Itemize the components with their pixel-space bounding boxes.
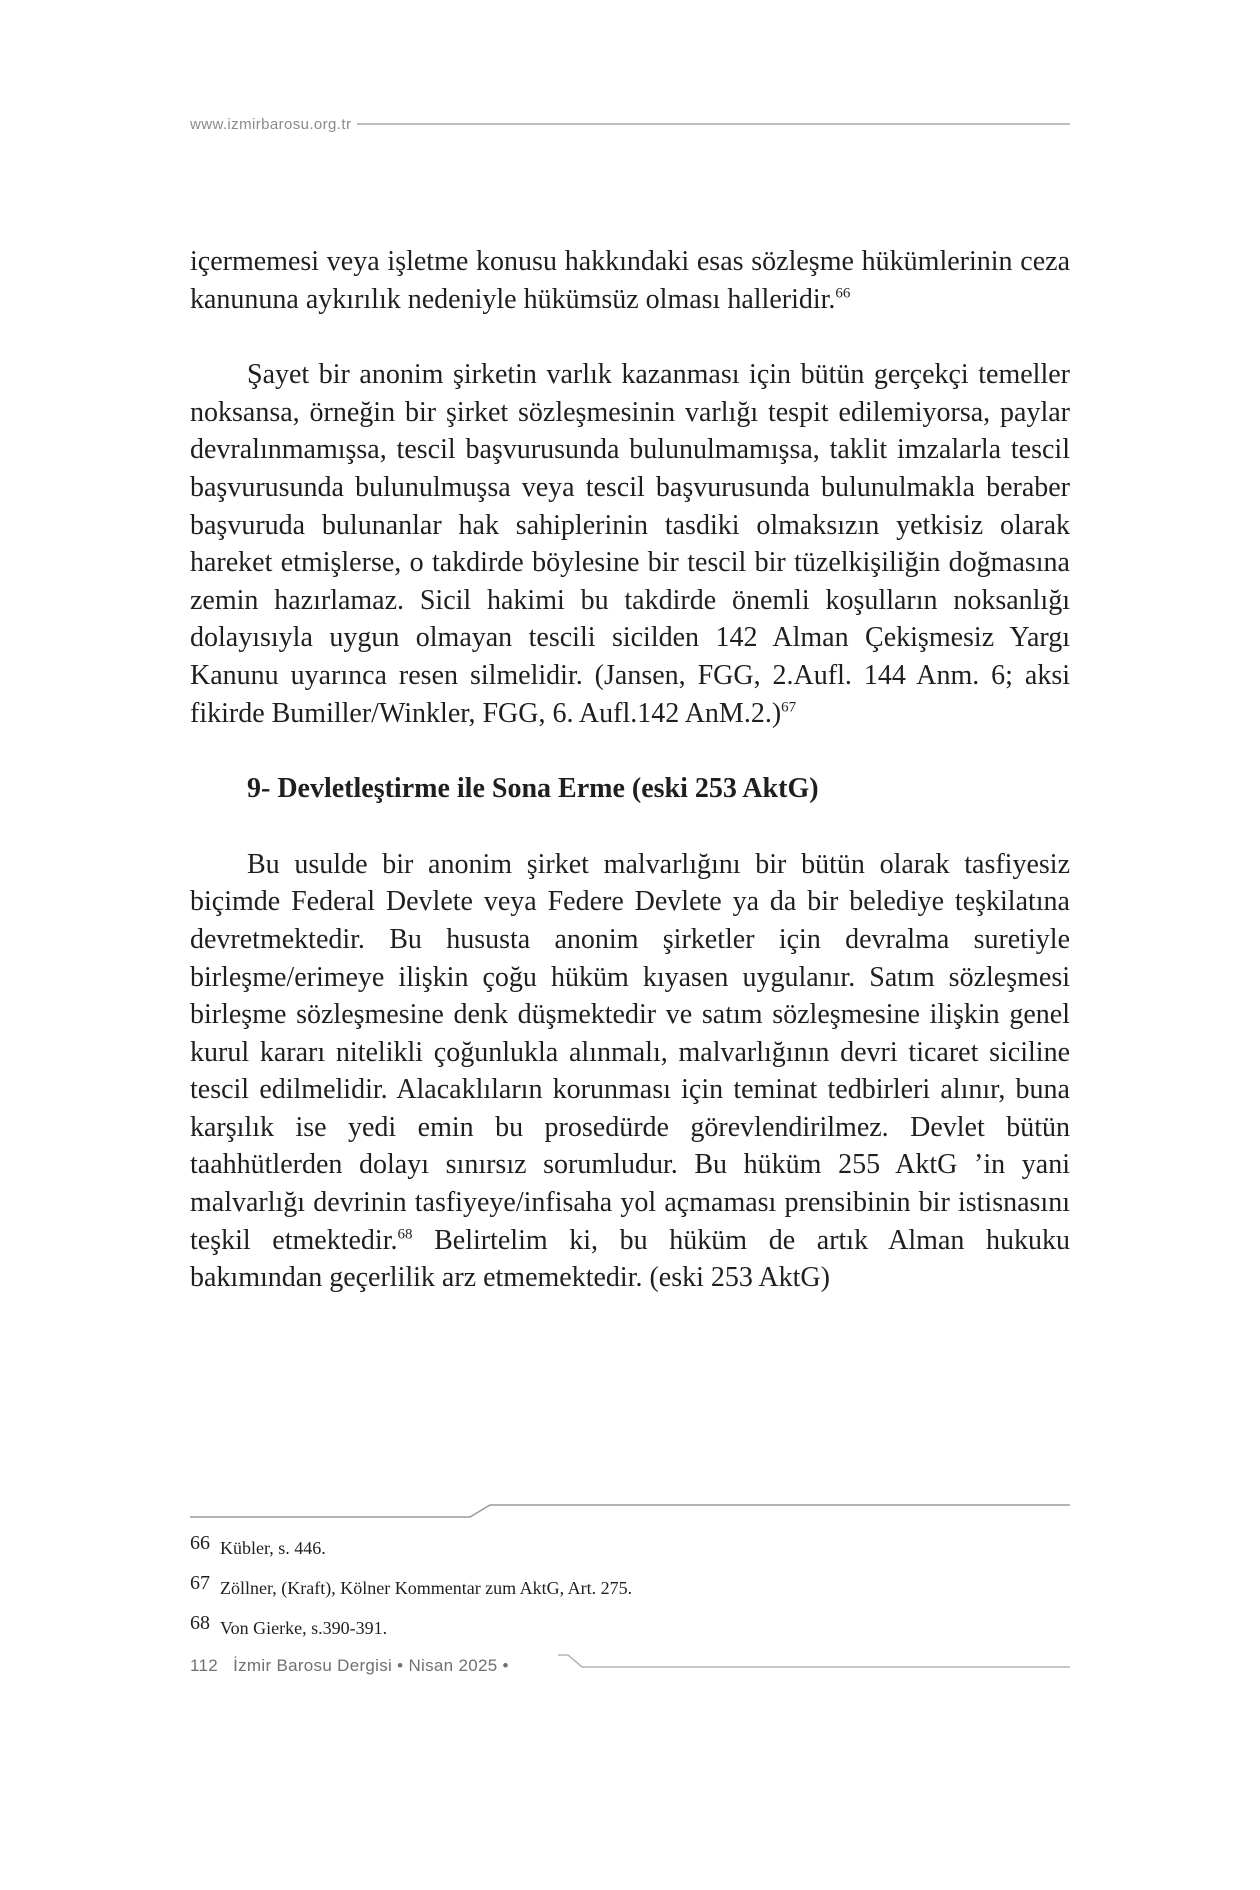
issue-date: Nisan 2025 bbox=[408, 1656, 498, 1675]
paragraph-invalid-registration bbox=[190, 356, 1070, 732]
footnote-67 bbox=[190, 1572, 1070, 1617]
footnote-number: 66 bbox=[190, 1532, 210, 1554]
paragraph-text: içermemesi veya işletme konusu hakkındaki esas sözleşme hükümlerinin ceza kanununa aykırılık nedeniyle hükümsüz olması halleridir. bbox=[190, 246, 1070, 315]
footnote-ref-67[interactable]: 67 bbox=[781, 699, 797, 716]
footer-text bbox=[190, 1656, 509, 1676]
footnote-text: Von Gierke, s.390-391. bbox=[220, 1618, 388, 1638]
section-heading: 9- Devletleştirme ile Sona Erme (eski 253 AktG) bbox=[247, 773, 819, 805]
page-header bbox=[190, 112, 1070, 136]
paragraph-nationalization bbox=[190, 846, 1070, 1297]
page-number: 112 bbox=[190, 1656, 219, 1675]
footnote-separator bbox=[190, 1504, 1070, 1518]
footnotes bbox=[190, 1532, 1070, 1657]
footnote-68 bbox=[190, 1612, 1070, 1657]
footnote-ref-66[interactable]: 66 bbox=[835, 285, 851, 302]
footer-separator: • bbox=[397, 1656, 404, 1675]
paragraph-text: Şayet bir anonim şirketin varlık kazanması için bütün gerçekçi temeller noksansa, örneğin bir şirket sözleşmesinin varlığı tespit edilemiyorsa, paylar devralınmamışsa, tescil başvurusunda bulunulmamışsa, taklit imzalarla tescil başvurusunda bulunulmuşsa veya tescil başvurusunda bulunulmakla beraber başvuruda bulunanlar hak sahiplerinin tasdiki olmaksızın yetkisiz olarak hareket etmişlerse, o takdirde böylesine bir tescil bir tüzelkişiliğin doğmasına zemin hazırlamaz. Sicil hakimi bu takdirde önemli koşulların noksanlığı dolayısıyla uygun olmayan tescili sicilden 142 Alman Çekişmesiz Yargı Kanunu uyarınca resen silmelidir. (Jansen, FGG, 2.Aufl. 144 Anm. 6; aksi fikirde Bumiller/Winkler, FGG, 6. Aufl.142 AnM.2.) bbox=[190, 359, 1070, 729]
journal-name: İzmir Barosu Dergisi bbox=[233, 1656, 393, 1675]
paragraph-text: Bu usulde bir anonim şirket malvarlığını bir bütün olarak tasfiyesiz biçimde Federal Devlete veya Federe Devlete ya da bir belediye teşkilatına devretmektedir. Bu hususta anonim şirketler için devralma suretiyle birleşme/erimeye ilişkin çoğu hüküm kıyasen uygulanır. Satım sözleşmesi birleşme sözleşmesine denk düşmektedir ve satım sözleşmesine ilişkin genel kurul kararı nitelikli çoğunlukla alınmalı, malvarlığının devri ticaret siciline tescil edilmelidir. Alacaklıların korunması için teminat tedbirleri alınır, buna karşılık ise yedi emin bu prosedürde görevlendirilmez. Devlet bütün taahhütlerden dolayı sınırsız sorumludur. Bu hüküm 255 AktG ’in yani malvarlığı devrinin tasfiyeye/infisaha yol açmaması prensibinin bir istisnasını teşkil etmektedir. bbox=[190, 848, 1070, 1256]
page-footer bbox=[190, 1653, 1070, 1683]
body-text bbox=[190, 243, 1070, 1297]
footer-separator: • bbox=[502, 1656, 509, 1675]
footnote-number: 68 bbox=[190, 1612, 210, 1634]
header-rule bbox=[357, 123, 1070, 125]
footnote-66 bbox=[190, 1532, 1070, 1577]
paragraph-continuation bbox=[190, 243, 1070, 318]
footnote-text: Zöllner, (Kraft), Kölner Kommentar zum AktG, Art. 275. bbox=[220, 1578, 633, 1598]
footnote-ref-68[interactable]: 68 bbox=[397, 1226, 413, 1243]
header-url: www.izmirbarosu.org.tr bbox=[190, 115, 352, 133]
footnote-number: 67 bbox=[190, 1572, 210, 1594]
footnote-text: Kübler, s. 446. bbox=[220, 1538, 326, 1558]
paragraph-text: Belirtelim ki, bu hüküm de artık Alman hukuku bakımından geçerlilik arz etmemektedir. (eski 253 AktG) bbox=[190, 1224, 1071, 1294]
